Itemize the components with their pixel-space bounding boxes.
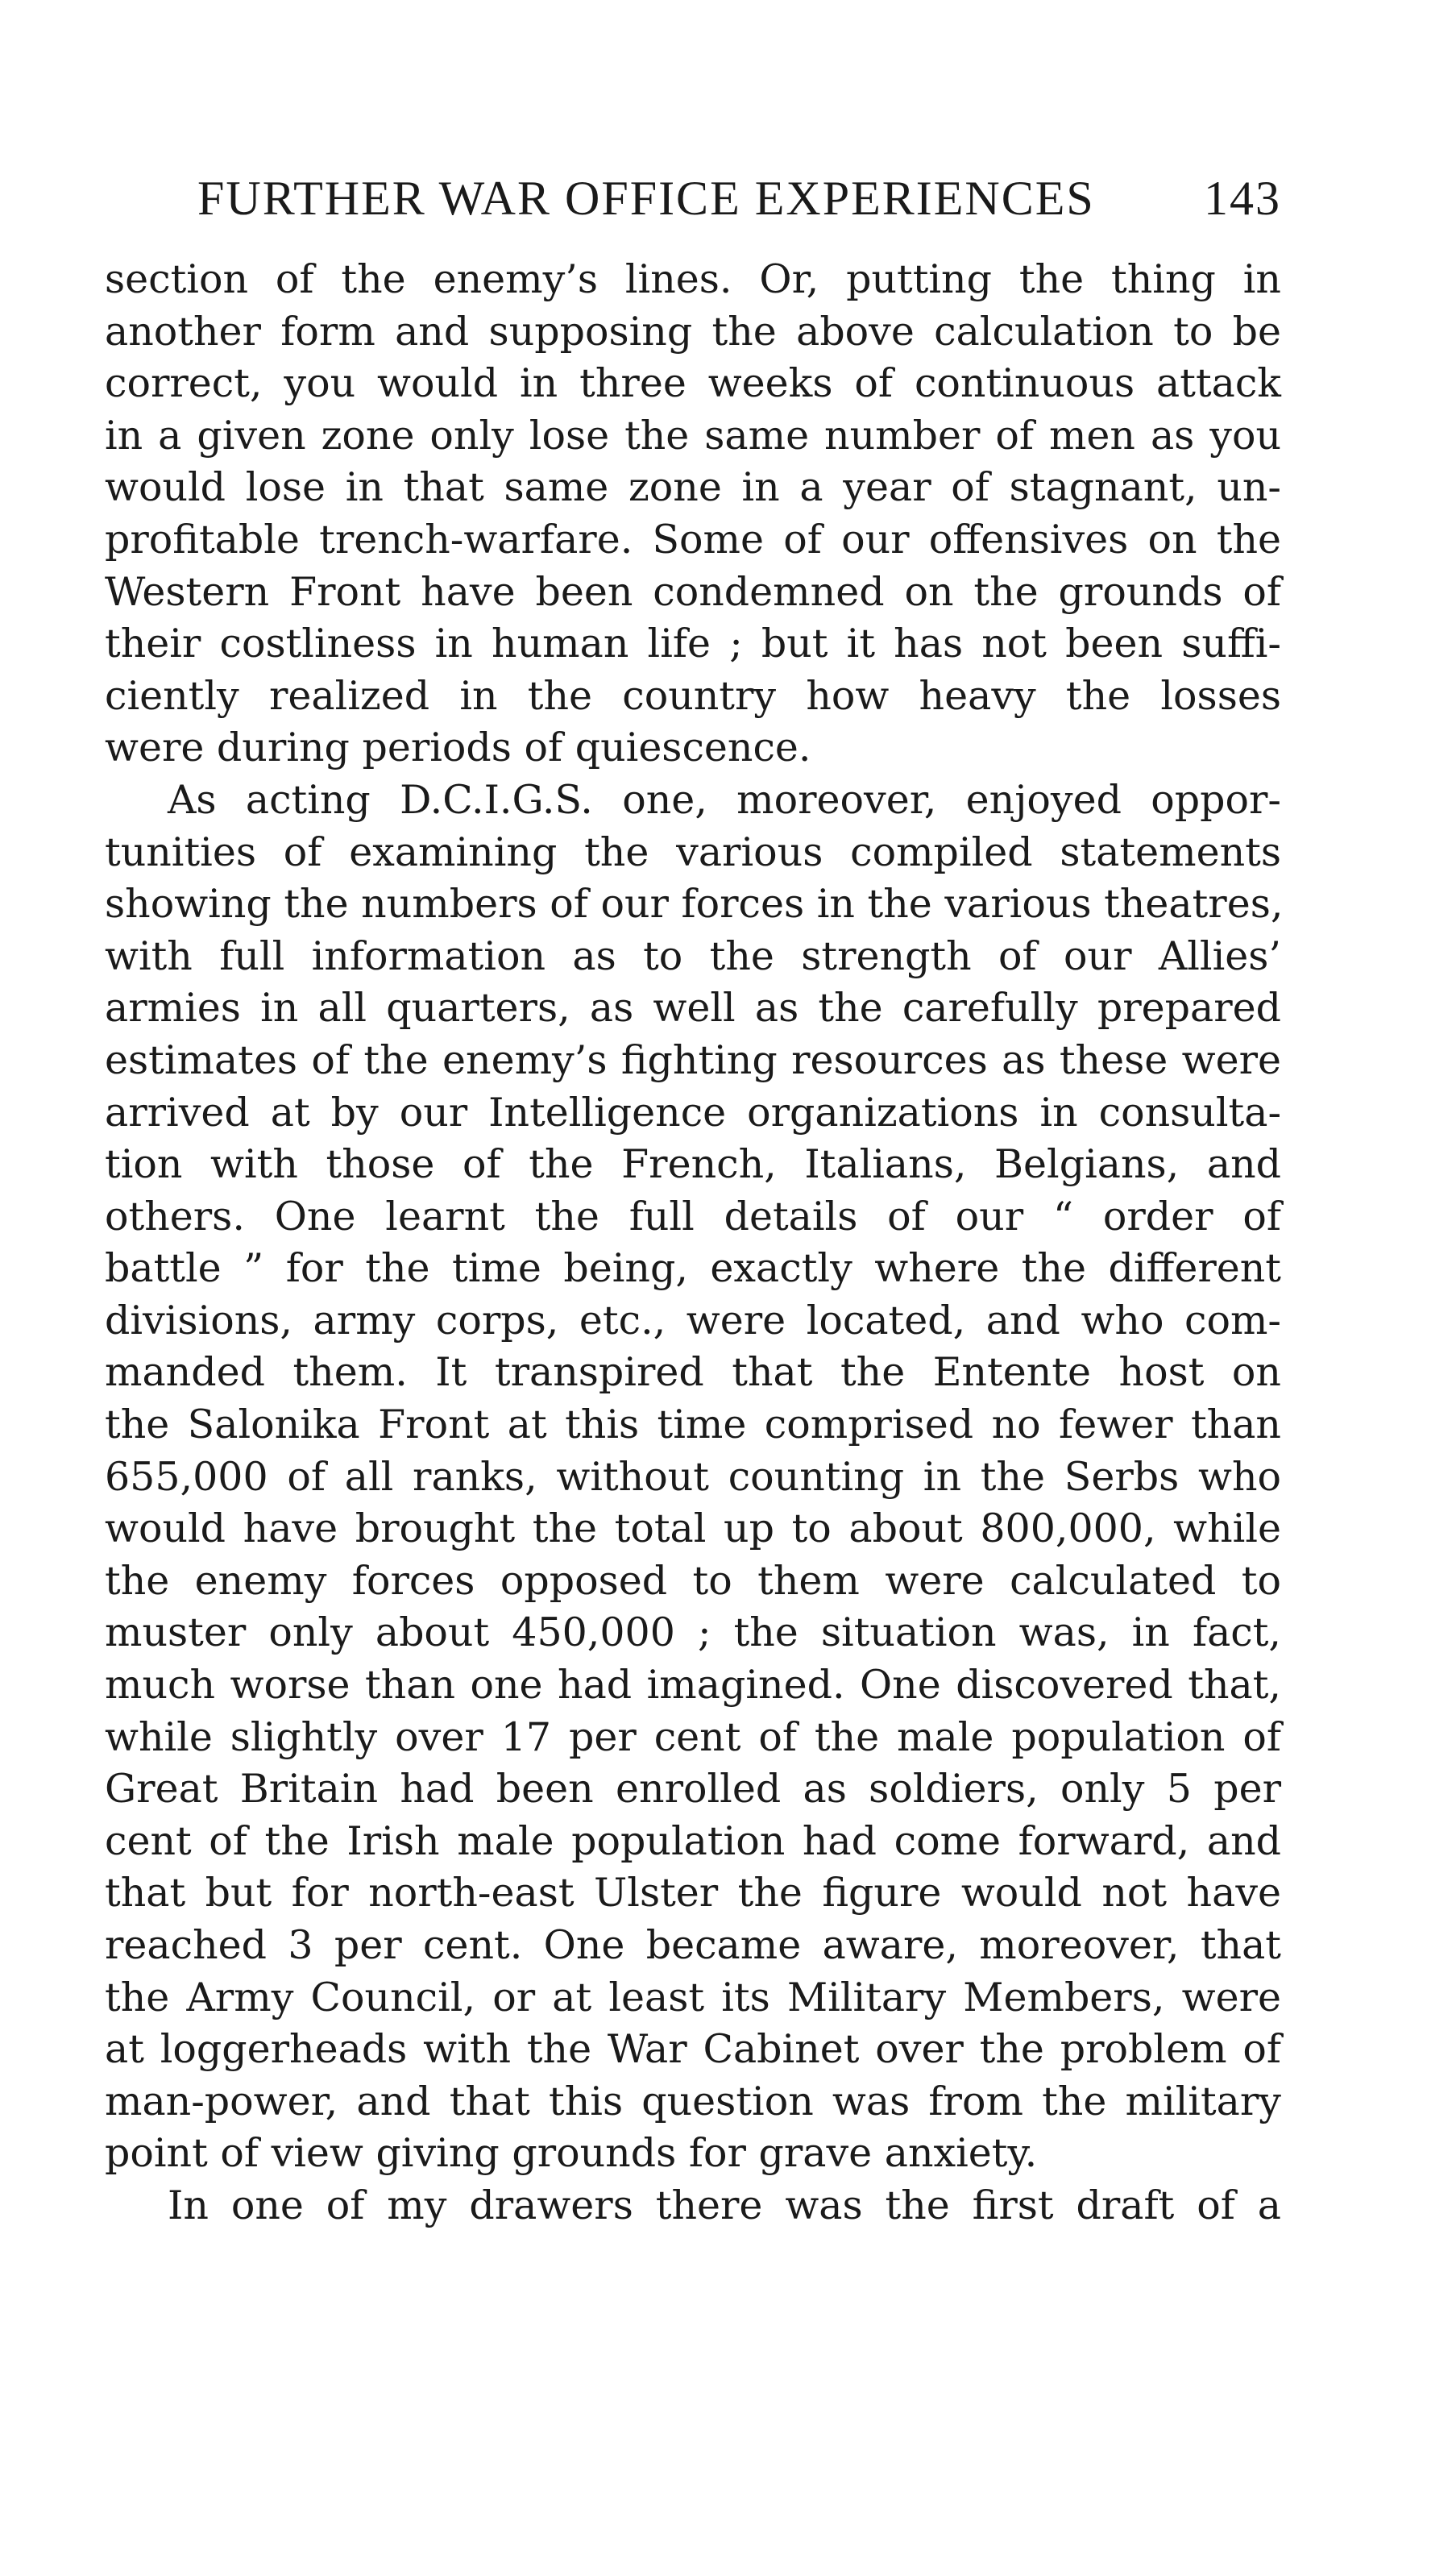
text-line: 655,000 of all ranks, without counting in the Serbs who bbox=[105, 1453, 1281, 1500]
text-line: in a given zone only lose the same number of men as you bbox=[105, 412, 1281, 459]
text-line: man-power, and that this question was from the military bbox=[105, 2078, 1281, 2124]
text-line: manded them. It transpired that the Entente host on bbox=[105, 1349, 1281, 1396]
running-head bbox=[185, 166, 1281, 230]
text-line: tion with those of the French, Italians, Belgians, and bbox=[105, 1141, 1281, 1188]
text-line: cent of the Irish male population had come forward, and bbox=[105, 1817, 1281, 1864]
running-title: FURTHER WAR OFFICE EXPERIENCES bbox=[197, 172, 1095, 225]
text-line: correct, you would in three weeks of continuous attack bbox=[105, 360, 1281, 407]
page-number: 143 bbox=[1204, 172, 1281, 225]
text-line: section of the enemy’s lines. Or, putting the thing in bbox=[105, 256, 1281, 302]
text-line: armies in all quarters, as well as the carefully prepared bbox=[105, 985, 1281, 1032]
text-line: that but for north-east Ulster the figure would not have bbox=[105, 1870, 1281, 1917]
text-line: the Army Council, or at least its Military Members, were bbox=[105, 1974, 1281, 2020]
text-line: the enemy forces opposed to them were calculated to bbox=[105, 1557, 1281, 1604]
text-line: showing the numbers of our forces in the various theatres, bbox=[105, 881, 1284, 928]
text-line: their costliness in human life ; but it has not been suffi- bbox=[105, 621, 1281, 667]
text-line: ciently realized in the country how heavy the losses bbox=[105, 672, 1281, 719]
text-line: tunities of examining the various compiled statements bbox=[105, 828, 1281, 875]
text-line: arrived at by our Intelligence organizations in consulta- bbox=[105, 1089, 1281, 1136]
paragraph-end-line: were during periods of quiescence. bbox=[105, 725, 811, 771]
text-line: Western Front have been condemned on the grounds of bbox=[105, 568, 1281, 615]
text-line: Great Britain had been enrolled as soldiers, only 5 per bbox=[105, 1766, 1281, 1813]
text-line: with full information as to the strength of our Allies’ bbox=[105, 932, 1281, 979]
text-line: would have brought the total up to about 800,000, while bbox=[105, 1505, 1281, 1552]
body-text bbox=[105, 254, 1284, 2232]
text-line: the Salonika Front at this time comprised no fewer than bbox=[105, 1402, 1281, 1448]
text-line: muster only about 450,000 ; the situation was, in fact, bbox=[105, 1609, 1281, 1656]
text-line: at loggerheads with the War Cabinet over the problem of bbox=[105, 2026, 1281, 2073]
paragraph-start-line: As acting D.C.I.G.S. one, moreover, enjoyed oppor- bbox=[168, 776, 1281, 823]
text-line: battle ” for the time being, exactly where the different bbox=[105, 1245, 1281, 1292]
text-line: another form and supposing the above calculation to be bbox=[105, 308, 1281, 355]
text-line: divisions, army corps, etc., were located, and who com- bbox=[105, 1297, 1281, 1343]
paragraph-end-line: point of view giving grounds for grave anxiety. bbox=[105, 2130, 1038, 2177]
text-line: while slightly over 17 per cent of the male population of bbox=[105, 1713, 1281, 1760]
paragraph-start-line: In one of my drawers there was the first draft of a bbox=[168, 2182, 1281, 2228]
text-line: much worse than one had imagined. One discovered that, bbox=[105, 1662, 1281, 1709]
text-line: reached 3 per cent. One became aware, moreover, that bbox=[105, 1922, 1281, 1968]
text-line: estimates of the enemy’s fighting resources as these were bbox=[105, 1036, 1281, 1083]
text-line: others. One learnt the full details of our “ order of bbox=[105, 1193, 1281, 1240]
text-line: would lose in that same zone in a year of stagnant, un- bbox=[105, 464, 1281, 511]
text-line: profitable trench-warfare. Some of our offensives on the bbox=[105, 516, 1281, 563]
